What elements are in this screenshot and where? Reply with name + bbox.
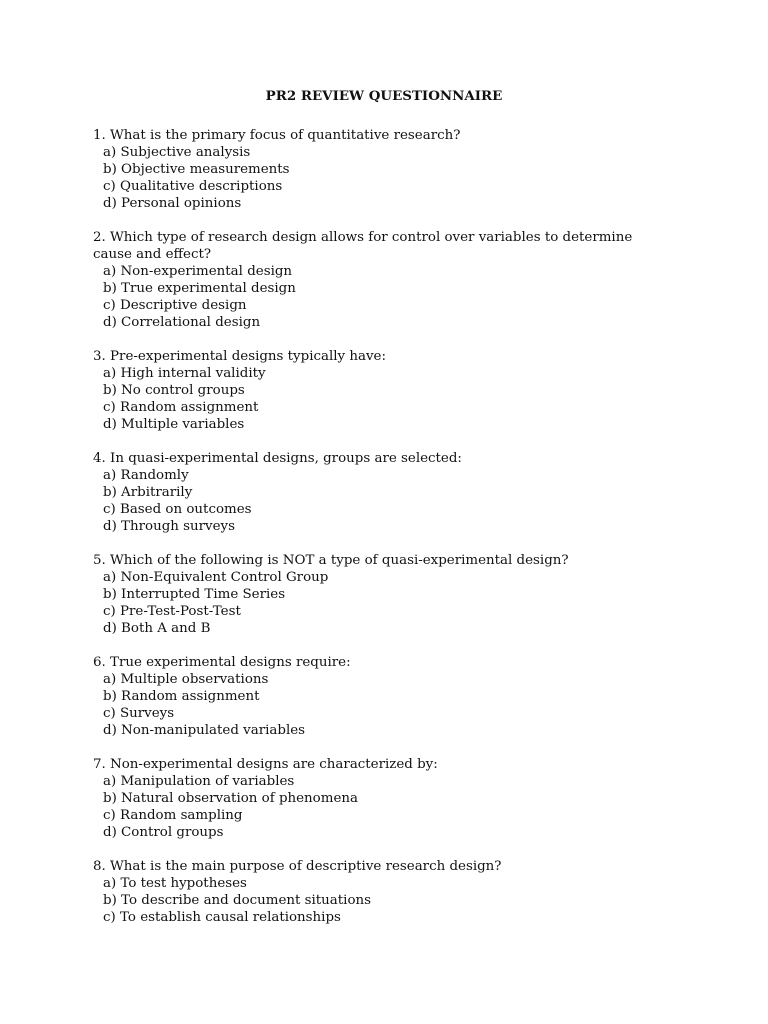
option-d: d) Multiple variables <box>103 417 245 432</box>
option-d: d) Correlational design <box>103 315 261 330</box>
option-d: d) Both A and B <box>103 621 211 636</box>
option-a: a) Randomly <box>103 468 189 483</box>
option-b: b) True experimental design <box>103 281 296 296</box>
option-d: d) Non-manipulated variables <box>103 723 306 738</box>
option-c: c) Surveys <box>103 706 175 721</box>
question-text: 8. What is the main purpose of descriptive research design? <box>93 859 502 874</box>
question-text: 7. Non-experimental designs are characterized by: <box>93 757 438 772</box>
option-b: b) Random assignment <box>103 689 260 704</box>
question-text: 4. In quasi-experimental designs, groups are selected: <box>93 451 462 466</box>
option-c: c) Based on outcomes <box>103 502 252 517</box>
answer-options <box>93 263 673 331</box>
option-c: c) Pre-Test-Post-Test <box>103 604 241 619</box>
option-b: b) Objective measurements <box>103 162 290 177</box>
option-a: a) Non-experimental design <box>103 264 293 279</box>
question-2 <box>93 229 673 331</box>
option-c: c) Random sampling <box>103 808 243 823</box>
question-text: 5. Which of the following is NOT a type of quasi-experimental design? <box>93 553 569 568</box>
question-1 <box>93 127 673 212</box>
option-d: d) Control groups <box>103 825 224 840</box>
option-b: b) To describe and document situations <box>103 893 372 908</box>
question-5 <box>93 552 673 637</box>
answer-options <box>93 467 673 535</box>
answer-options <box>93 569 673 637</box>
answer-options <box>93 671 673 739</box>
option-b: b) Arbitrarily <box>103 485 193 500</box>
question-text: 6. True experimental designs require: <box>93 655 351 670</box>
question-7 <box>93 756 673 841</box>
option-a: a) High internal validity <box>103 366 266 381</box>
option-b: b) Interrupted Time Series <box>103 587 286 602</box>
option-a: a) Subjective analysis <box>103 145 251 160</box>
option-d: d) Personal opinions <box>103 196 242 211</box>
question-text: 2. Which type of research design allows for control over variables to determine cause and effect? <box>93 230 633 262</box>
option-d: d) Through surveys <box>103 519 235 534</box>
option-c: c) To establish causal relationships <box>103 910 341 925</box>
option-c: c) Random assignment <box>103 400 259 415</box>
question-4 <box>93 450 673 535</box>
question-text: 1. What is the primary focus of quantitative research? <box>93 128 461 143</box>
option-b: b) No control groups <box>103 383 245 398</box>
option-a: a) To test hypotheses <box>103 876 247 891</box>
answer-options <box>93 144 673 212</box>
option-a: a) Multiple observations <box>103 672 269 687</box>
option-a: a) Non-Equivalent Control Group <box>103 570 329 585</box>
questionnaire-body <box>93 127 673 943</box>
option-a: a) Manipulation of variables <box>103 774 295 789</box>
question-6 <box>93 654 673 739</box>
page-title: PR2 REVIEW QUESTIONNAIRE <box>265 88 503 104</box>
question-8 <box>93 858 673 926</box>
option-c: c) Descriptive design <box>103 298 247 313</box>
answer-options <box>93 773 673 841</box>
option-c: c) Qualitative descriptions <box>103 179 283 194</box>
answer-options <box>93 875 673 926</box>
question-3 <box>93 348 673 433</box>
answer-options <box>93 365 673 433</box>
option-b: b) Natural observation of phenomena <box>103 791 358 806</box>
question-text: 3. Pre-experimental designs typically have: <box>93 349 386 364</box>
